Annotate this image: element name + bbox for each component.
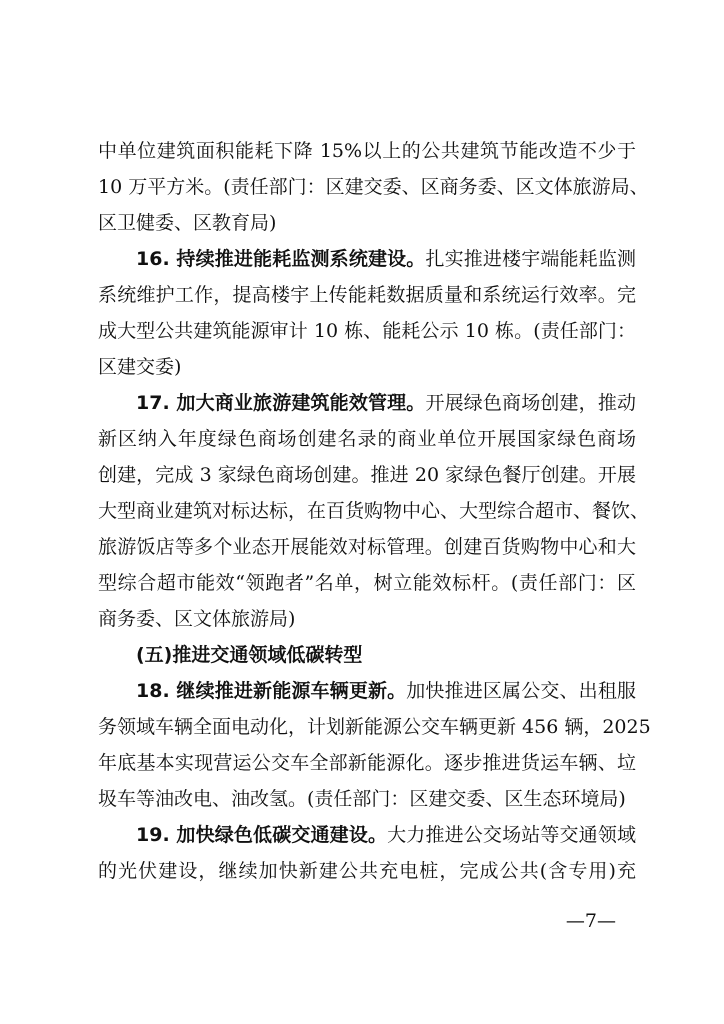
paragraph-line	[98, 169, 649, 205]
paragraph-line	[98, 349, 636, 385]
item-16-title: 16. 持续推进能耗监测系统建设。	[136, 248, 426, 270]
item-19-heading-line	[98, 817, 636, 853]
paragraph-line	[98, 565, 636, 601]
line-text: 创建，完成 3 家绿色商场创建。推进 20 家绿色餐厅创建。开展	[98, 464, 636, 486]
item-16-heading-line	[98, 241, 636, 277]
line-text: 新区纳入年度绿色商场创建名录的商业单位开展国家绿色商场	[98, 428, 636, 450]
item-18-heading-line	[98, 673, 636, 709]
line-text: 大型商业建筑对标达标，在百货购物中心、大型综合超市、餐饮、	[98, 500, 650, 522]
line-text: 10 万平方米。(责任部门：区建交委、区商务委、区文体旅游局、	[98, 176, 649, 198]
paragraph-line	[98, 493, 650, 529]
line-text: 旅游饭店等多个业态开展能效对标管理。创建百货购物中心和大	[98, 536, 636, 558]
item-17-title: 17. 加大商业旅游建筑能效管理。	[136, 392, 426, 414]
line-text: 商务委、区文体旅游局)	[98, 608, 296, 630]
line-text: 区建交委)	[98, 356, 182, 378]
line-text: 的光伏建设，继续加快新建公共充电桩，完成公共(含专用)充	[98, 860, 636, 882]
paragraph-line	[98, 205, 636, 241]
line-text: 系统维护工作，提高楼宇上传能耗数据质量和系统运行效率。完	[98, 284, 636, 306]
paragraph-line	[98, 781, 636, 817]
paragraph-line	[98, 277, 636, 313]
paragraph-line	[98, 457, 636, 493]
paragraph-line	[98, 709, 651, 745]
line-text: 成大型公共建筑能源审计 10 栋、能耗公示 10 栋。(责任部门：	[98, 320, 636, 342]
paragraph-line	[98, 313, 636, 349]
section-5-title: (五)推进交通领域低碳转型	[136, 644, 363, 666]
section-5-heading	[98, 637, 636, 673]
item-19-title: 19. 加快绿色低碳交通建设。	[136, 824, 388, 846]
page-number: —7—	[565, 910, 616, 932]
line-text: 圾车等油改电、油改氢。(责任部门：区建交委、区生态环境局)	[98, 788, 626, 810]
line-text: 务领域车辆全面电动化，计划新能源公交车辆更新 456 辆，2025	[98, 716, 651, 738]
item-17-heading-line	[98, 385, 636, 421]
paragraph-line	[98, 529, 636, 565]
paragraph-line	[98, 601, 636, 637]
line-text: 大力推进公交场站等交通领域	[387, 824, 636, 846]
line-text: 型综合超市能效“领跑者”名单，树立能效标杆。(责任部门：区	[98, 572, 636, 594]
line-text: 区卫健委、区教育局)	[98, 212, 277, 234]
line-text: 加快推进区属公交、出租服	[406, 680, 636, 702]
item-18-title: 18. 继续推进新能源车辆更新。	[136, 680, 407, 702]
paragraph-line	[98, 853, 636, 889]
paragraph-line	[98, 745, 636, 781]
line-text: 开展绿色商场创建，推动	[425, 392, 636, 414]
line-text: 年底基本实现营运公交车全部新能源化。逐步推进货运车辆、垃	[98, 752, 636, 774]
line-text: 扎实推进楼宇端能耗监测	[425, 248, 636, 270]
document-body	[98, 133, 651, 889]
paragraph-line	[98, 133, 636, 169]
paragraph-line	[98, 421, 636, 457]
line-text: 中单位建筑面积能耗下降 15%以上的公共建筑节能改造不少于	[98, 140, 636, 162]
